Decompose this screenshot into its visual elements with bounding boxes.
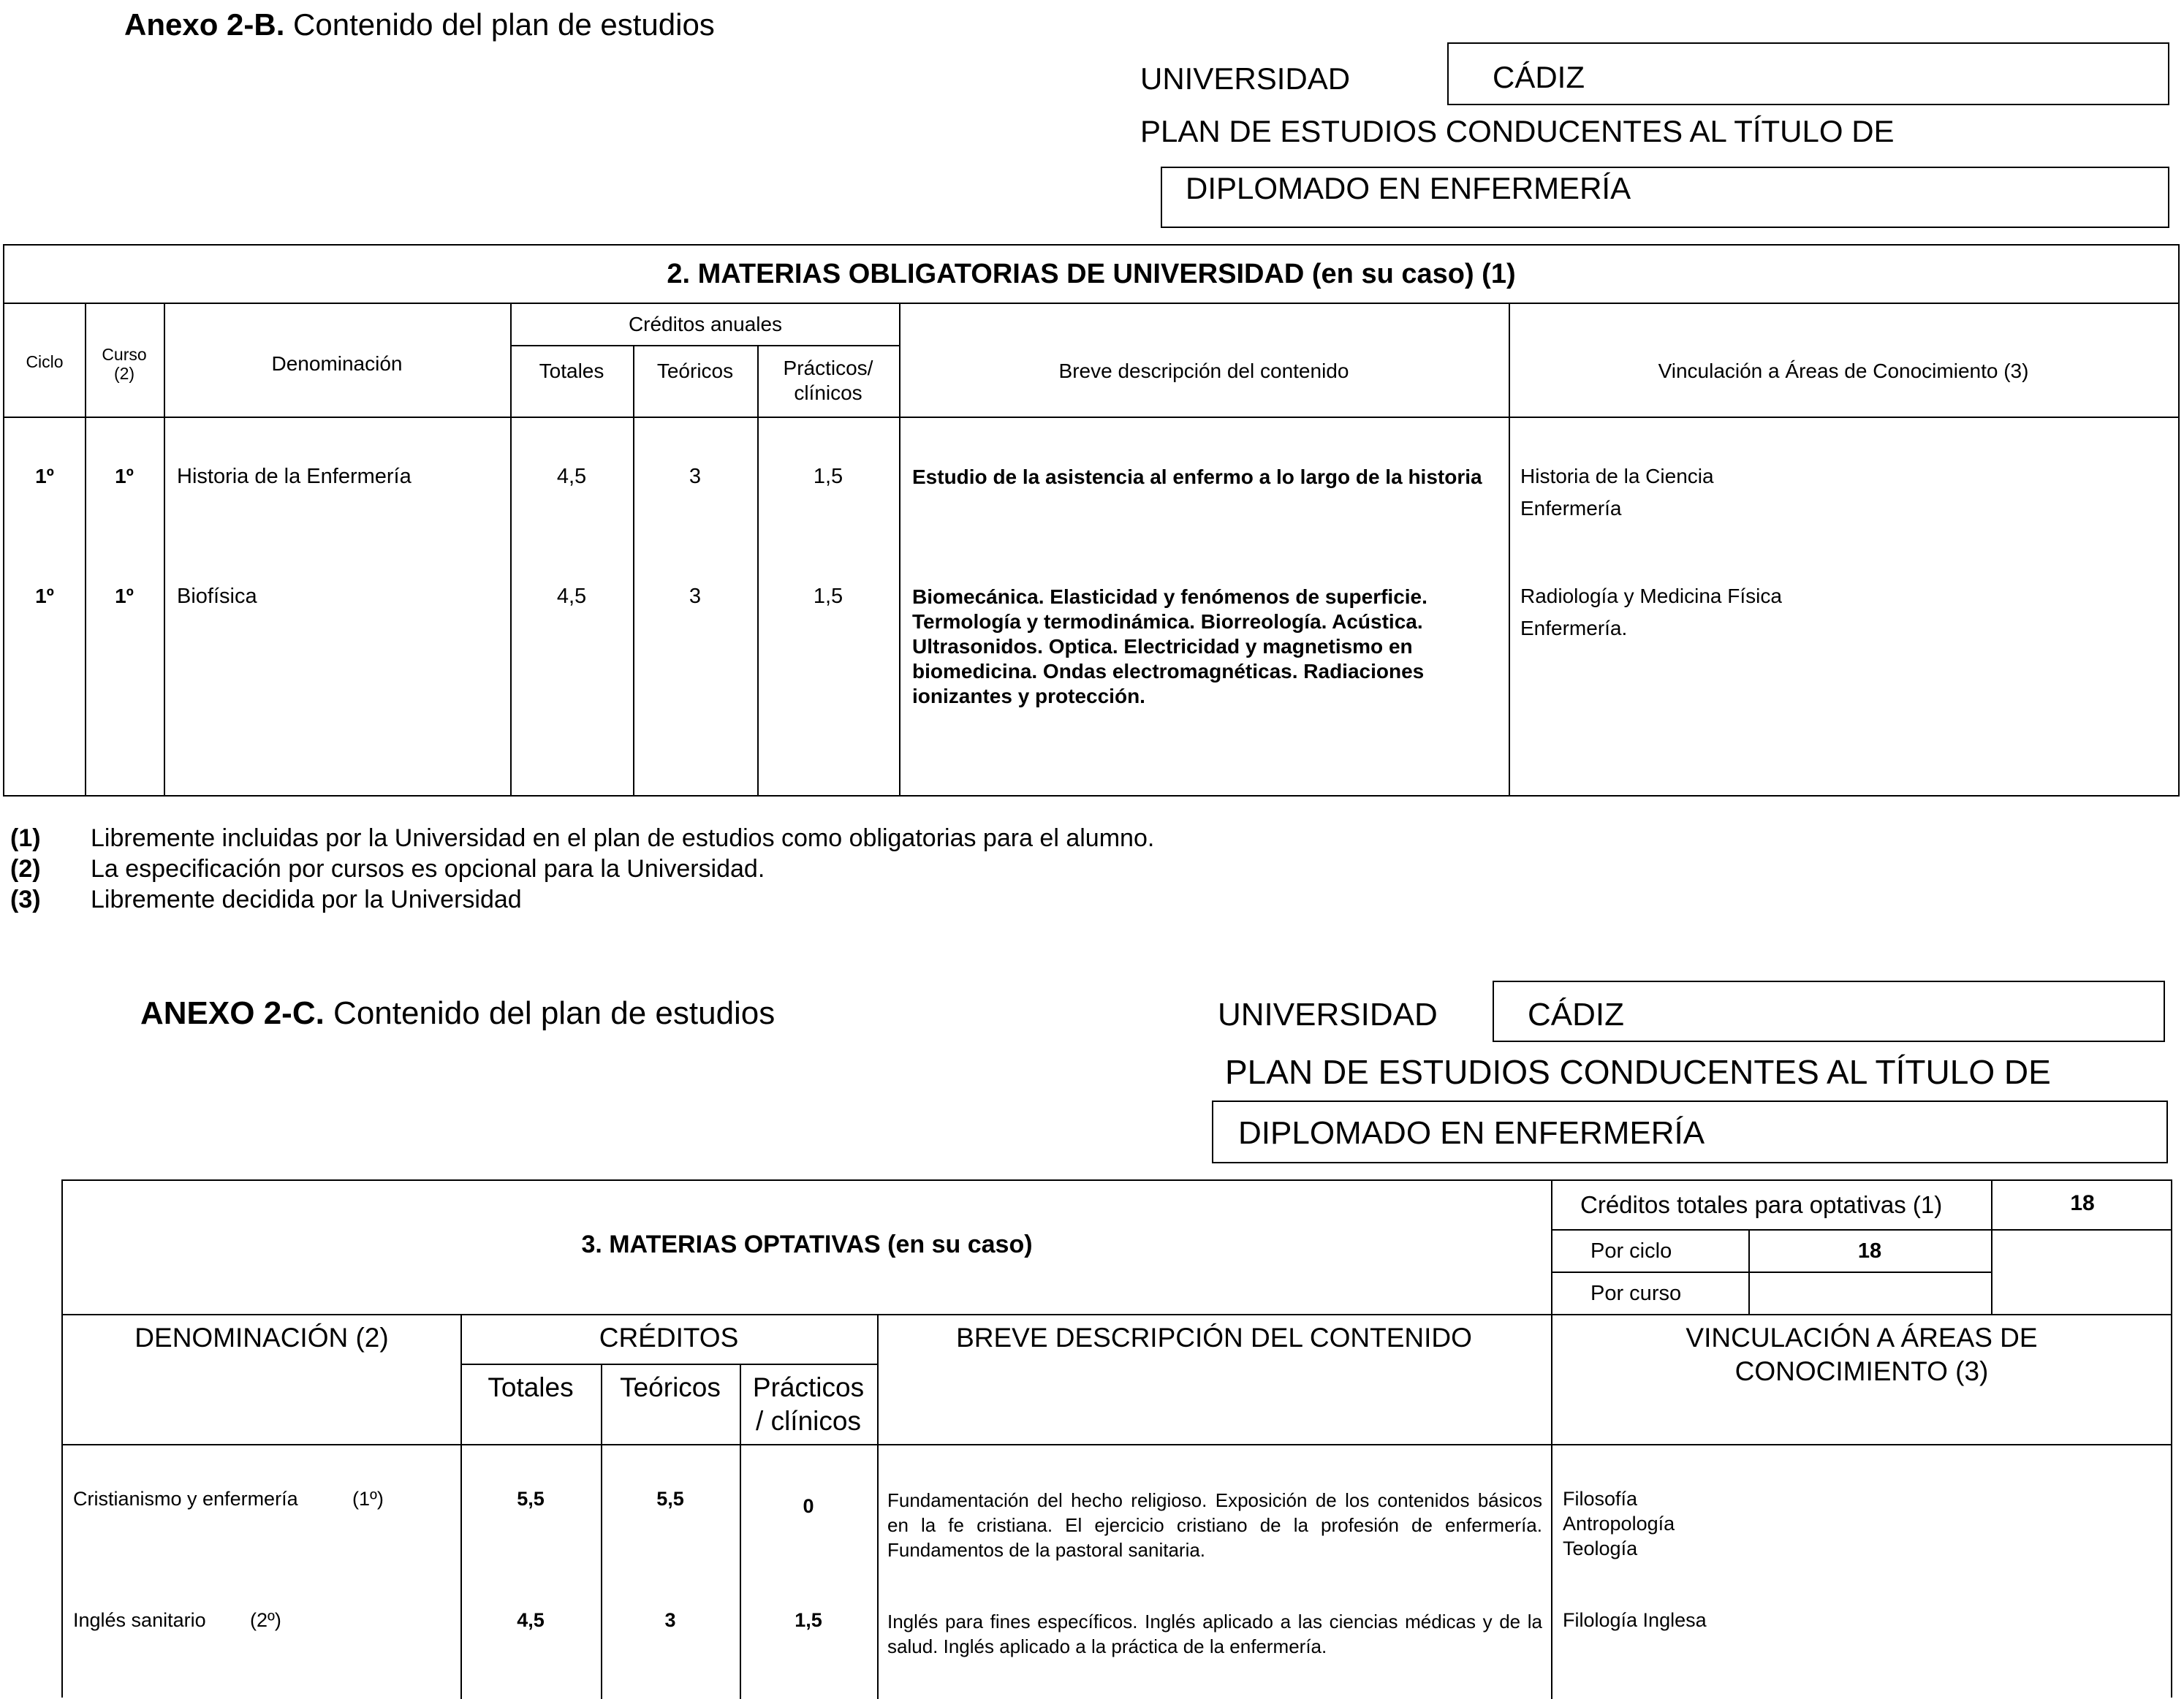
row-divider [1551,1272,1992,1273]
row-area: Filología Inglesa [1563,1609,1707,1631]
annex-b-table [3,244,2180,797]
header-totales: Totales [539,360,604,382]
annex-b-university-label: UNIVERSIDAD [1140,61,1351,96]
row-area: Radiología y Medicina Física [1520,585,1782,607]
row-area: Antropología [1563,1513,1675,1535]
row-curso: 1º [115,585,134,607]
annex-b-degree-value: DIPLOMADO EN ENFERMERÍA [1186,171,1631,205]
row-curso: 1º [115,465,134,487]
header-totales: Totales [488,1372,574,1402]
header-denominacion: DENOMINACIÓN (2) [134,1323,389,1353]
row-denominacion: Cristianismo y enfermería [73,1488,298,1510]
header-bottom [4,417,2178,418]
header-curso: Curso [102,345,147,364]
creditos-divider [460,1364,879,1365]
row-divider [1551,1229,2172,1231]
annex-c-table-title: 3. MATERIAS OPTATIVAS (en su caso) [581,1231,1033,1258]
row-denominacion: Inglés sanitario [73,1609,206,1631]
annex-b-title-rest: Contenido del plan de estudios [284,7,715,42]
footnote-num: (3) [10,886,41,913]
header-vinculacion-2: CONOCIMIENTO (3) [1734,1356,1989,1386]
table-row [4,585,2178,775]
header-practicos-2: / clínicos [756,1406,861,1436]
row-descripcion: Fundamentación del hecho religioso. Exposición de los contenidos básicos en la fe cristiana. El ejercicio cristiano de la profesión de enfermería. Fundamentos de la pastoral sanitaria. [887,1489,1542,1561]
row-area: Enfermería. [1520,617,1628,639]
annex-c-plan-label: PLAN DE ESTUDIOS CONDUCENTES AL TÍTULO DE [1225,1053,2051,1091]
creditos-totales-value: 18 [2070,1191,2095,1215]
footnote-text: Libremente incluidas por la Universidad en el plan de estudios como obligatorias para el alumno. [91,824,1155,852]
annex-c-university-value: CÁDIZ [1528,997,1624,1033]
row-teoricos: 3 [689,465,702,488]
row-practicos: 1,5 [795,1609,822,1631]
footnote-num: (2) [10,855,41,883]
annex-c-degree-value: DIPLOMADO EN ENFERMERÍA [1238,1115,1705,1151]
annex-b-table-title: 2. MATERIAS OBLIGATORIAS DE UNIVERSIDAD (en su caso) (1) [667,259,1516,289]
table-row [4,465,2178,567]
row-totales: 5,5 [517,1488,545,1510]
header-practicos: Prácticos [752,1372,865,1402]
creditos-totales-label: Créditos totales para optativas (1) [1580,1191,1943,1218]
row-area: Teología [1563,1538,1638,1559]
por-ciclo-label: Por ciclo [1590,1239,1672,1263]
row-descripcion: Biomecánica. Elasticidad y fenómenos de superficie. Termología y termodinámica. Biorreología. Acústica. Ultrasonidos. Optica. Electricidad y magnetismo en biomedicina. Ondas electromagnéticas. Radiaciones ionizantes y protección. [912,585,1427,707]
row-area: Filosofía [1563,1488,1638,1510]
table-row [63,1609,2172,1697]
row-area: Enfermería [1520,497,1622,520]
creditos-divider [510,345,900,346]
header-curso-note: (2) [113,364,135,383]
row-practicos: 0 [803,1495,814,1517]
row-curso: (2º) [250,1609,281,1631]
row-totales: 4,5 [517,1609,545,1631]
por-curso-label: Por curso [1590,1282,1682,1305]
row-descripcion: Inglés para fines específicos. Inglés aplicado a las ciencias médicas y de la salud. Inglés aplicado a la práctica de la enfermería. [887,1611,1542,1657]
header-descripcion: BREVE DESCRIPCIÓN DEL CONTENIDO [956,1323,1472,1353]
annex-b-plan-label: PLAN DE ESTUDIOS CONDUCENTES AL TÍTULO DE [1140,114,1895,148]
annex-c-title-bold: ANEXO 2-C. [140,995,325,1031]
row-denominacion: Biofísica [177,585,257,608]
header-descripcion: Breve descripción del contenido [1058,360,1349,382]
annex-c-degree-box [1212,1101,2168,1163]
footnote-text: Libremente decidida por la Universidad [91,886,522,913]
por-ciclo-value: 18 [1857,1239,1882,1263]
annex-b-title [124,7,715,42]
annex-b-degree-box [1161,167,2169,228]
annex-c-table [61,1179,2172,1698]
header-creditos: Créditos anuales [628,313,783,335]
header-teoricos: Teóricos [656,360,734,382]
header-practicos-2: clínicos [794,381,862,404]
row-practicos: 1,5 [813,465,843,488]
header-vinculacion: Vinculación a Áreas de Conocimiento (3) [1658,360,2029,382]
row-area: Historia de la Ciencia [1520,465,1714,487]
header-creditos: CRÉDITOS [599,1323,739,1353]
table-row [63,1488,2172,1590]
row-denominacion: Historia de la Enfermería [177,465,412,488]
row-ciclo: 1º [35,585,54,607]
annex-c-title [140,995,775,1032]
header-denominacion: Denominación [271,352,403,375]
header-top [63,1314,2172,1315]
annex-c-title-rest: Contenido del plan de estudios [324,995,776,1031]
row-descripcion: Estudio de la asistencia al enfermo a lo largo de la historia [912,465,1482,488]
annex-c-university-box [1493,981,2165,1042]
annex-b-university-box [1447,42,2169,105]
header-bottom [63,1444,2172,1445]
annex-b-university-value: CÁDIZ [1493,60,1585,94]
annex-b-title-divider [4,303,2178,304]
header-practicos: Prácticos/ [783,357,873,379]
annex-c-university-label: UNIVERSIDAD [1218,997,1438,1033]
row-curso: (1º) [352,1488,384,1510]
row-totales: 4,5 [556,465,587,488]
header-ciclo: Ciclo [26,352,64,371]
footnote-text: La especificación por cursos es opcional para la Universidad. [91,855,765,883]
row-teoricos: 3 [689,585,702,608]
row-totales: 4,5 [556,585,587,608]
header-teoricos: Teóricos [620,1372,721,1402]
row-ciclo: 1º [35,465,54,487]
row-teoricos: 5,5 [656,1488,684,1510]
row-teoricos: 3 [664,1609,676,1631]
annex-b-title-bold: Anexo 2-B. [124,7,285,42]
header-vinculacion: VINCULACIÓN A ÁREAS DE [1686,1323,2038,1353]
row-practicos: 1,5 [813,585,843,608]
footnote-num: (1) [10,824,41,852]
